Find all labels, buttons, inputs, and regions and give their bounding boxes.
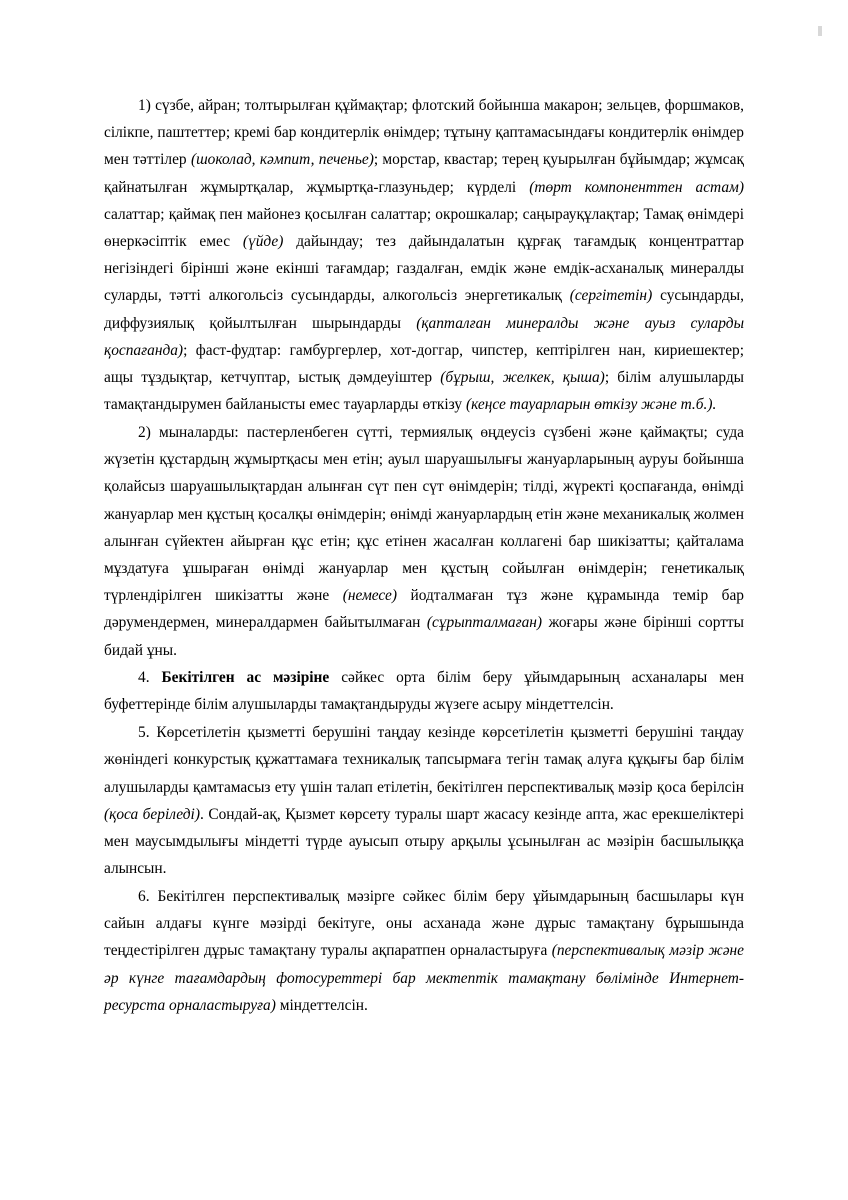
paragraph-item-5 (104, 719, 744, 882)
document-body (104, 92, 744, 1019)
emphasis-text: (кеңсе тауарларын өткізу және т.б.). (465, 396, 717, 414)
body-text: 4. (138, 669, 162, 687)
strong-text: Бекітілген ас мәзіріне (161, 669, 330, 687)
paragraph-item-2 (104, 419, 744, 664)
emphasis-text: (қапталған минералды және ауыз суларды қоспағанда) (104, 314, 744, 359)
body-text: жоғары және бірінші сортты бидай ұны. (104, 614, 744, 659)
body-text: салаттар; қаймақ пен майонез қосылған салаттар; окрошкалар; саңырауқұлақтар; Тамақ өнімдері өнеркәсіптік емес (104, 205, 744, 251)
body-text: 2) мыналарды: пастерленбеген сүтті, термиялық өңдеусіз сүзбені және қаймақты; суда жүзетін құстардың жұмыртқасы мен етін; ауыл шаруашылығы жануарларының ауруы бойынша қолайсыз шаруашылықтардан алынған сүт пен сүт өнімдерін; тілді, жүректі қоспағанда, өнімді жануарлар мен құстың қосалқы өнімдерін; өнімді жануарлардың етін және механикалық жолмен алынған сүйектен айырған құс етін; құс етінен жасалған коллагені бар шикізатты; қайталама мұздатуға ұшыраған өнімді жануарлар мен құстың сойылған өнімдерін; генетикалық түрлендірілген шикізатты және (104, 423, 744, 605)
paragraph-item-4 (104, 664, 744, 718)
body-text: 6. Бекітілген перспективалық мәзірге сәйкес білім беру ұйымдарының басшылары күн сайын алдағы күнге мәзірді бекітуге, оны асханада және дұрыс тамақтану бұрышында теңдестірілген дұрыс тамақтану туралы ақпаратпен орналастыруға (104, 887, 744, 960)
body-text: 1) сүзбе, айран; толтырылған құймақтар; флотский бойынша макарон; зельцев, форшмаков, сілікпе, паштеттер; кремі бар кондитерлік өнімдер; тұтыну қаптамасындағы кондитерлік өнімдер мен тәттілер (104, 97, 744, 169)
body-text: 5. Көрсетілетін қызметті берушіні таңдау кезінде көрсетілетін қызметті берушіні таңдау жөніндегі конкурстық құжаттамаға техникалық тапсырмаға тегін тамақ алуға құқығы бар білім алушыларды қамтамасыз ету үшін талап етілетін, бекітілген перспективалық мәзір қоса берілсін (104, 724, 744, 796)
body-text: ; фаст-фудтар: гамбургерлер, хот-доггар, чипстер, кептірілген нан, кириешектер; ащы тұздықтар, кетчуптар, ыстық дәмдеуіштер (104, 341, 744, 387)
emphasis-text: (бұрыш, желкек, қыша) (440, 369, 605, 387)
page-corner-mark (818, 26, 822, 36)
body-text: ; морстар, квастар; терең қуырылған бұйымдар; жұмсақ қайнатылған жұмыртқалар, жұмыртқа-глазуньдер; күрделі (104, 151, 744, 196)
emphasis-text: (немесе) (342, 587, 397, 605)
paragraph-item-6 (104, 883, 744, 1019)
body-text: йодталмаған тұз және құрамында темір бар дәрумендермен, минералдармен байытылмаған (104, 587, 744, 632)
emphasis-text: (үйде) (242, 233, 284, 251)
emphasis-text: (төрт компоненттен астам) (529, 178, 744, 196)
body-text: міндеттелсін. (275, 996, 368, 1014)
body-text: сәйкес орта білім беру ұйымдарының асханалары мен буфеттерінде білім алушыларды тамақтандыруды жүзеге асыру міндеттелсін. (104, 669, 745, 714)
emphasis-text: (шоколад, кәмпит, печенье) (190, 151, 374, 169)
body-text: дайындау; тез дайындалатын құрғақ тағамдық концентраттар негізіндегі бірінші және екінші тағамдар; газдалған, емдік және емдік-асханалық минералды суларды, тәтті алкогольсіз сусындарды, алкогольсіз энергетикалық (104, 233, 744, 305)
paragraph-item-1 (104, 92, 744, 418)
body-text: ; білім алушыларды тамақтандырумен байланысты емес тауарларды өткізу (104, 369, 744, 414)
emphasis-text: (сергітетін) (569, 287, 653, 305)
emphasis-text: (қоса беріледі) (104, 805, 200, 823)
body-text: сусындарды, диффузиялық қойылтылған шырындарды (104, 287, 744, 332)
emphasis-text: (перспективалық мәзір және әр күнге тағамдардың фотосуреттері бар мектептік тамақтану бөлімінде Интернет-ресурста орналастыруға) (104, 942, 744, 1014)
emphasis-text: (сұрыпталмаған) (426, 614, 543, 632)
body-text: . Сондай-ақ, Қызмет көрсету туралы шарт жасасу кезінде апта, жас ерекшеліктері мен маусымдылығы міндетті түрде ауысып отыру арқылы ұсынылған ас мәзірін басшылыққа алынсын. (104, 805, 744, 878)
